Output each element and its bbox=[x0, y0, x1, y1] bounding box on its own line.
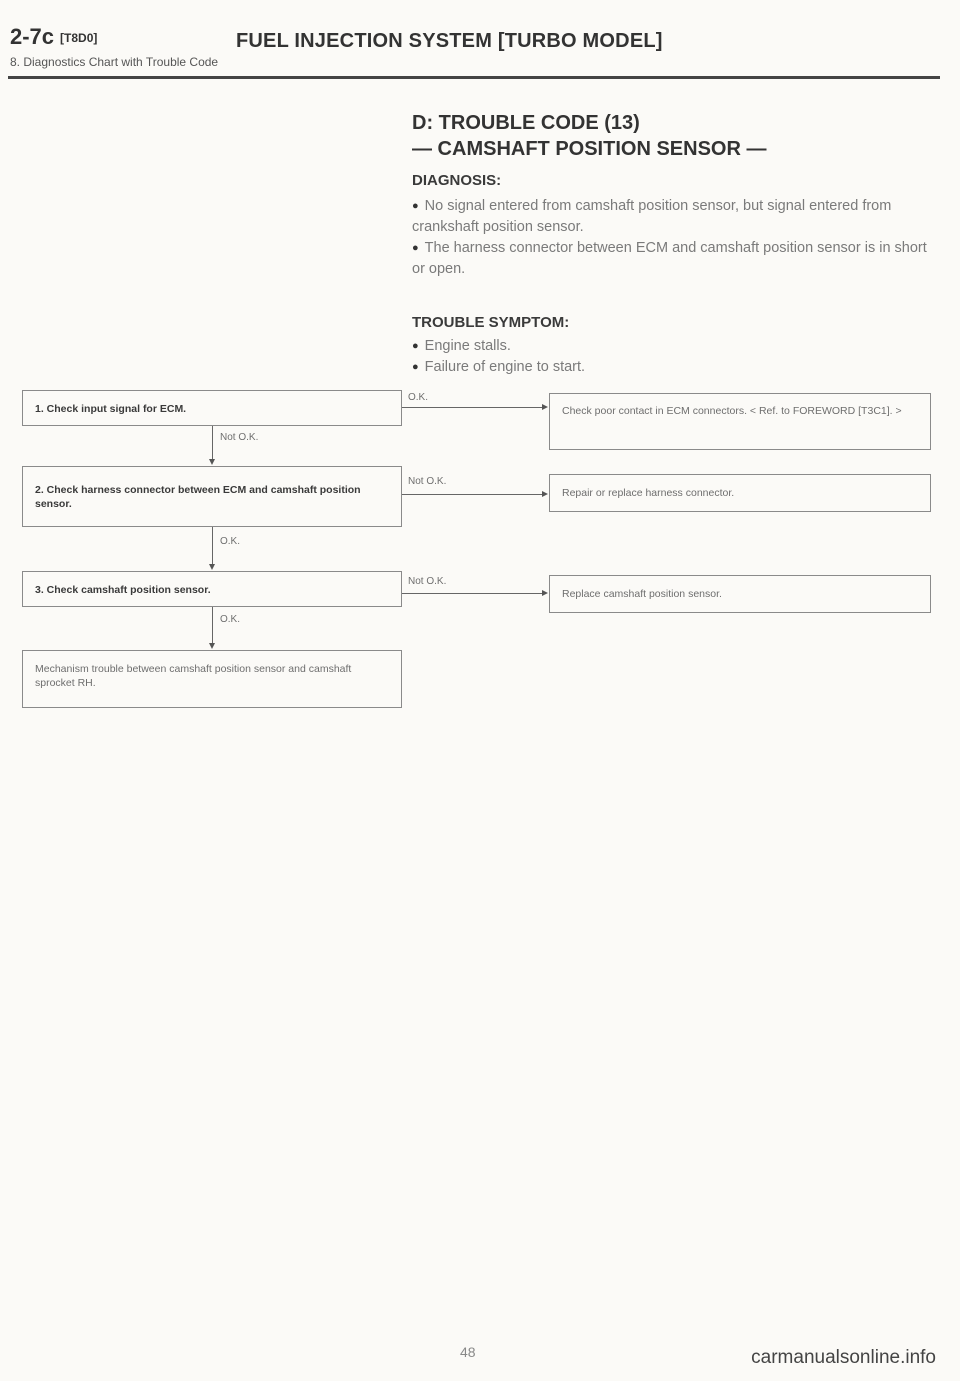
page-subtitle: 8. Diagnostics Chart with Trouble Code bbox=[10, 55, 219, 69]
step-2-ok-label: O.K. bbox=[220, 536, 241, 547]
watermark: carmanualsonline.info bbox=[751, 1347, 936, 1368]
connector-line bbox=[212, 527, 213, 564]
arrow-right-icon bbox=[542, 491, 548, 497]
symptom-item: ● Engine stalls. bbox=[412, 338, 511, 354]
arrow-down-icon bbox=[209, 643, 215, 649]
section-code: 2-7c [T8D0] bbox=[10, 24, 98, 49]
step-1-ok-label: O.K. bbox=[408, 392, 429, 403]
step-1-label: 1. Check input signal for ECM. bbox=[35, 403, 187, 415]
trouble-code-subtitle: — CAMSHAFT POSITION SENSOR — bbox=[412, 138, 767, 160]
diagnosis-item: ● The harness connector between ECM and camshaft position sensor is in short or open. bbox=[412, 240, 927, 277]
header-divider bbox=[8, 76, 940, 79]
step-1-box bbox=[22, 390, 402, 426]
final-result-box bbox=[22, 650, 402, 708]
diagnosis-item: ● No signal entered from camshaft position sensor, but signal entered from crankshaft position sensor. bbox=[412, 198, 892, 235]
step-3-ok-label: O.K. bbox=[220, 614, 241, 625]
symptom-item: ● Failure of engine to start. bbox=[412, 359, 586, 375]
arrow-right-icon bbox=[542, 404, 548, 410]
bullet-icon: ● bbox=[412, 242, 419, 254]
step-3-notok-label: Not O.K. bbox=[408, 576, 447, 587]
step-1-notok-label: Not O.K. bbox=[220, 432, 259, 443]
step-3-box bbox=[22, 571, 402, 607]
symptom-heading: TROUBLE SYMPTOM: bbox=[412, 314, 570, 331]
page-title: FUEL INJECTION SYSTEM [TURBO MODEL] bbox=[236, 30, 663, 52]
step-3-label: 3. Check camshaft position sensor. bbox=[35, 584, 211, 596]
arrow-down-icon bbox=[209, 459, 215, 465]
arrow-right-icon bbox=[542, 590, 548, 596]
result-3-text: Replace camshaft position sensor. bbox=[562, 588, 722, 600]
result-3-box bbox=[549, 575, 931, 613]
connector-line bbox=[402, 407, 542, 408]
bullet-icon: ● bbox=[412, 340, 419, 352]
final-result-text: Mechanism trouble between camshaft position sensor and camshaft sprocket RH. bbox=[35, 663, 352, 689]
connector-line bbox=[212, 426, 213, 459]
bullet-icon: ● bbox=[412, 361, 419, 373]
connector-line bbox=[402, 494, 542, 495]
connector-line bbox=[212, 607, 213, 643]
result-2-text: Repair or replace harness connector. bbox=[562, 487, 735, 499]
bullet-icon: ● bbox=[412, 200, 419, 212]
page-number: 48 bbox=[460, 1344, 476, 1360]
result-1-box bbox=[549, 393, 931, 450]
arrow-down-icon bbox=[209, 564, 215, 570]
step-2-label: 2. Check harness connector between ECM and camshaft position sensor. bbox=[35, 484, 361, 510]
result-1-text: Check poor contact in ECM connectors. < Ref. to FOREWORD [T3C1]. > bbox=[562, 405, 902, 417]
result-2-box bbox=[549, 474, 931, 512]
connector-line bbox=[402, 593, 542, 594]
section-tag: [T8D0] bbox=[60, 31, 98, 45]
diagnosis-heading: DIAGNOSIS: bbox=[412, 172, 502, 189]
trouble-code-title: D: TROUBLE CODE (13) bbox=[412, 112, 640, 134]
step-2-notok-label: Not O.K. bbox=[408, 476, 447, 487]
step-2-box bbox=[22, 466, 402, 527]
